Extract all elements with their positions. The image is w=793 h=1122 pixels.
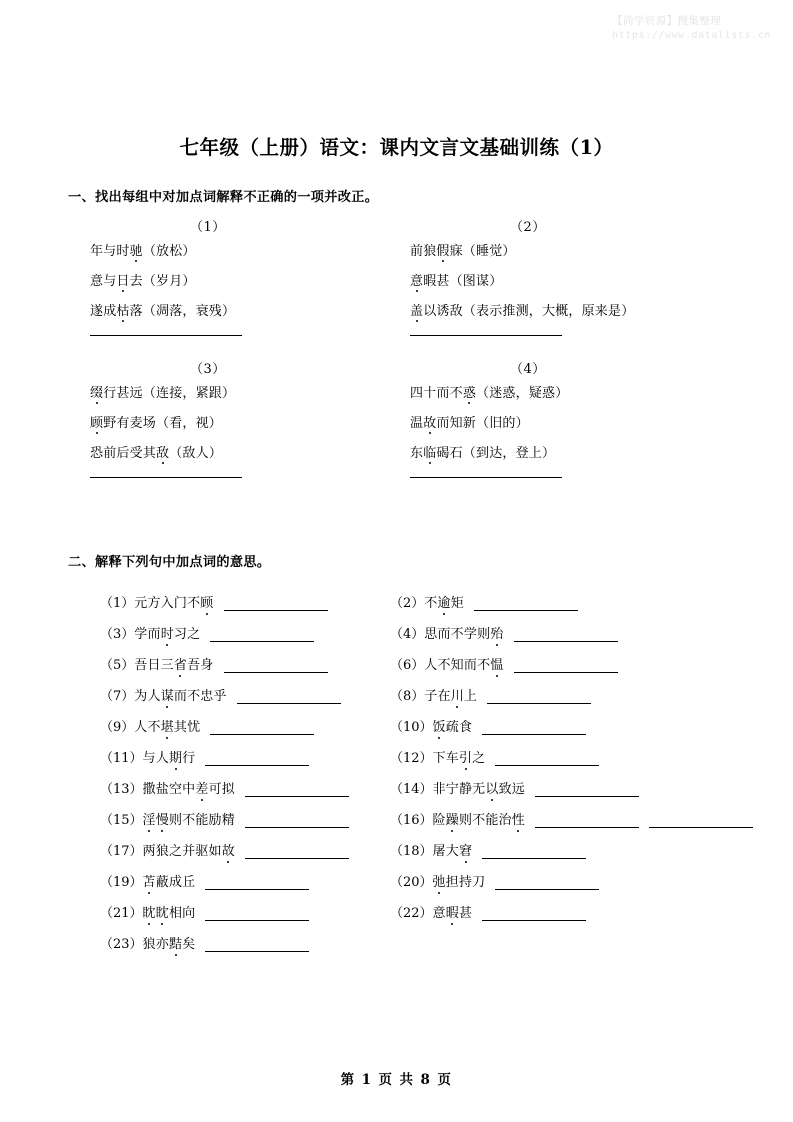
question-number: （14）	[390, 782, 433, 797]
dotted-char: 愠	[490, 654, 503, 673]
dotted-char: 淫	[143, 809, 156, 828]
question-number: （19）	[100, 875, 143, 890]
group-row-bottom	[90, 358, 730, 478]
question-number: （7）	[100, 689, 135, 704]
question-number: （22）	[390, 906, 433, 921]
group-label: （1）	[190, 220, 226, 235]
group-item: 盖以诱敌（表示推测，大概，原来是）	[410, 304, 635, 319]
question-text: 两狼之并驱如故	[143, 840, 235, 859]
question-number: （21）	[100, 906, 143, 921]
dotted-char: 意	[410, 274, 424, 289]
dotted-char: 故	[423, 416, 437, 431]
answer-blank[interactable]	[224, 661, 328, 673]
question-text: 下车引之	[433, 747, 486, 766]
question-item	[390, 592, 730, 611]
section-1-heading: 一、找出每组中对加点词解释不正确的一项并改正。	[68, 190, 379, 205]
question-text: 弛担持刀	[433, 871, 486, 890]
question-text: 元方入门不顾	[134, 592, 213, 611]
answer-blank[interactable]	[205, 909, 309, 921]
question-number: （10）	[390, 720, 433, 735]
question-text: 子在川上	[424, 685, 477, 704]
question-number: （16）	[390, 813, 433, 828]
dotted-char: 殆	[490, 623, 503, 642]
dotted-char: 缀	[90, 386, 104, 401]
question-item	[390, 840, 730, 859]
dotted-char: 惑	[462, 386, 477, 401]
question-text: 人不堪其忧	[134, 716, 200, 735]
dotted-char: 盖	[410, 304, 424, 319]
dotted-char: 期	[169, 747, 182, 766]
question-item	[390, 902, 730, 921]
question-row	[100, 828, 730, 859]
watermark-url: https://www.datalists.cn	[612, 30, 771, 42]
group-item: 遂成枯落（凋落，衰残）	[90, 304, 236, 319]
question-row	[100, 797, 730, 828]
group-item: 缀行甚远（连接，紧跟）	[90, 386, 236, 401]
question-text: 与人期行	[143, 747, 196, 766]
group-label: （4）	[510, 362, 546, 377]
question-number: （18）	[390, 844, 433, 859]
answer-blank-line[interactable]	[90, 477, 242, 478]
answer-blank[interactable]	[495, 754, 599, 766]
question-number: （6）	[390, 658, 425, 673]
group-item: 前狼假寐（睡觉）	[410, 244, 516, 259]
group-item: 顾野有麦场（看，视）	[90, 416, 223, 431]
answer-blank-line[interactable]	[90, 335, 242, 336]
group-item: 恐前后受其敌（敌人）	[90, 446, 223, 461]
question-number: （11）	[100, 751, 143, 766]
page-title: 七年级（上册）语文：课内文言文基础训练（1）	[179, 136, 614, 159]
group-item: 意暇甚（图谋）	[410, 274, 503, 289]
section-2-heading: 二、解释下列句中加点词的意思。	[68, 555, 271, 570]
question-text: 狼亦黠矣	[143, 933, 196, 952]
dotted-char: 时	[161, 623, 174, 642]
answer-blank-line[interactable]	[410, 335, 562, 336]
question-number: （5）	[100, 658, 135, 673]
answer-blank[interactable]	[482, 909, 586, 921]
question-item	[100, 871, 390, 890]
dotted-char: 黠	[169, 933, 182, 952]
dotted-char: 眈	[156, 902, 169, 921]
question-item	[100, 933, 390, 952]
group-column	[90, 358, 410, 478]
answer-blank[interactable]	[245, 847, 349, 859]
question-item	[390, 716, 730, 735]
question-row	[100, 704, 730, 735]
dotted-char: 川	[451, 685, 464, 704]
question-item	[390, 654, 730, 673]
question-item	[100, 840, 390, 859]
question-text: 撒盐空中差可拟	[143, 778, 235, 797]
question-row	[100, 673, 730, 704]
group-column	[90, 216, 410, 336]
answer-blank[interactable]	[245, 816, 349, 828]
question-item	[100, 902, 390, 921]
answer-blank[interactable]	[535, 816, 639, 828]
question-row	[100, 890, 730, 921]
page-footer: 第 1 页 共 8 页	[340, 1072, 453, 1088]
question-item	[390, 778, 730, 797]
dotted-char: 敌	[156, 446, 170, 461]
dotted-char: 故	[222, 840, 235, 859]
answer-blank[interactable]	[535, 785, 639, 797]
answer-blank[interactable]	[210, 630, 314, 642]
question-item	[390, 747, 730, 766]
question-item	[100, 747, 390, 766]
dotted-char: 暇	[446, 902, 459, 921]
question-item	[390, 871, 730, 890]
answer-blank[interactable]	[482, 723, 586, 735]
watermark-source-label: 【尚学资源】搜集整理	[612, 15, 722, 27]
group-row-top	[90, 216, 730, 336]
question-item	[100, 654, 390, 673]
answer-blank[interactable]	[237, 692, 341, 704]
question-item	[100, 685, 390, 704]
dotted-char: 弛	[433, 871, 446, 890]
dotted-char: 堪	[161, 716, 174, 735]
question-item	[100, 592, 390, 611]
question-text: 人不知而不愠	[424, 654, 503, 673]
answer-blank[interactable]	[482, 847, 586, 859]
question-item	[390, 685, 730, 704]
question-item	[100, 623, 390, 642]
group-column	[410, 358, 730, 478]
dotted-char: 以	[485, 778, 498, 797]
question-text: 淫慢则不能励精	[143, 809, 235, 828]
dotted-char: 窘	[459, 840, 472, 859]
dotted-char: 眈	[143, 902, 156, 921]
dotted-char: 日	[116, 274, 130, 289]
answer-blank[interactable]	[205, 940, 309, 952]
dotted-char: 性	[512, 809, 525, 828]
dotted-char: 饭	[433, 716, 446, 735]
question-row	[100, 766, 730, 797]
dotted-char: 假	[436, 244, 450, 259]
question-number: （1）	[100, 596, 135, 611]
group-item: 四十而不惑（迷惑，疑惑）	[410, 386, 569, 401]
question-text: 苫蔽成丘	[143, 871, 196, 890]
answer-blank[interactable]	[205, 754, 309, 766]
question-row	[100, 642, 730, 673]
question-item	[390, 623, 730, 642]
dotted-char: 慢	[156, 809, 169, 828]
dotted-char: 逾	[437, 592, 450, 611]
question-row	[100, 859, 730, 890]
question-number: （8）	[390, 689, 425, 704]
question-list	[100, 580, 730, 952]
dotted-char: 差	[195, 778, 208, 797]
answer-blank[interactable]	[514, 630, 618, 642]
answer-blank[interactable]	[495, 878, 599, 890]
question-item	[100, 778, 390, 797]
question-number: （17）	[100, 844, 143, 859]
answer-blank[interactable]	[487, 692, 591, 704]
answer-blank[interactable]	[205, 878, 309, 890]
question-item	[390, 809, 730, 828]
dotted-char: 躁	[446, 809, 459, 828]
question-text: 思而不学则殆	[424, 623, 503, 642]
question-row	[100, 921, 730, 952]
question-row	[100, 611, 730, 642]
question-text: 饭疏食	[433, 716, 473, 735]
group-column	[410, 216, 730, 336]
question-text: 为人谋而不忠乎	[134, 685, 226, 704]
answer-blank[interactable]	[210, 723, 314, 735]
question-number: （23）	[100, 937, 143, 952]
answer-blank-line[interactable]	[410, 477, 562, 478]
answer-blank[interactable]	[649, 816, 753, 828]
group-item: 东临碣石（到达，登上）	[410, 446, 556, 461]
question-number: （20）	[390, 875, 433, 890]
question-text: 不逾矩	[424, 592, 464, 611]
dotted-char: 谋	[161, 685, 174, 704]
dotted-char: 顾	[200, 592, 213, 611]
group-label: （2）	[510, 220, 546, 235]
question-text: 学而时习之	[134, 623, 200, 642]
question-number: （15）	[100, 813, 143, 828]
dotted-char: 省	[174, 654, 187, 673]
question-item	[100, 716, 390, 735]
answer-blank[interactable]	[514, 661, 618, 673]
question-number: （3）	[100, 627, 135, 642]
group-item: 温故而知新（旧的）	[410, 416, 529, 431]
question-text: 屠大窘	[433, 840, 473, 859]
question-text: 意暇甚	[433, 902, 473, 921]
question-text: 非宁静无以致远	[433, 778, 525, 797]
answer-blank[interactable]	[224, 599, 328, 611]
question-number: （12）	[390, 751, 433, 766]
watermark	[612, 14, 771, 44]
dotted-char: 临	[423, 446, 437, 461]
question-number: （2）	[390, 596, 425, 611]
question-item	[100, 809, 390, 828]
dotted-char: 驰	[129, 244, 143, 259]
dotted-char: 顾	[90, 416, 104, 431]
group-item: 年与时驰（放松）	[90, 244, 196, 259]
question-text: 眈眈相向	[143, 902, 196, 921]
question-text: 吾日三省吾身	[134, 654, 213, 673]
question-number: （13）	[100, 782, 143, 797]
question-row	[100, 735, 730, 766]
question-number: （9）	[100, 720, 135, 735]
question-number: （4）	[390, 627, 425, 642]
question-text: 险躁则不能治性	[433, 809, 525, 828]
dotted-char: 引	[459, 747, 472, 766]
answer-blank[interactable]	[474, 599, 578, 611]
group-label: （3）	[190, 362, 226, 377]
answer-blank[interactable]	[245, 785, 349, 797]
dotted-char: 苫	[143, 871, 156, 890]
question-row	[100, 580, 730, 611]
group-item: 意与日去（岁月）	[90, 274, 196, 289]
dotted-char: 枯	[116, 304, 130, 319]
